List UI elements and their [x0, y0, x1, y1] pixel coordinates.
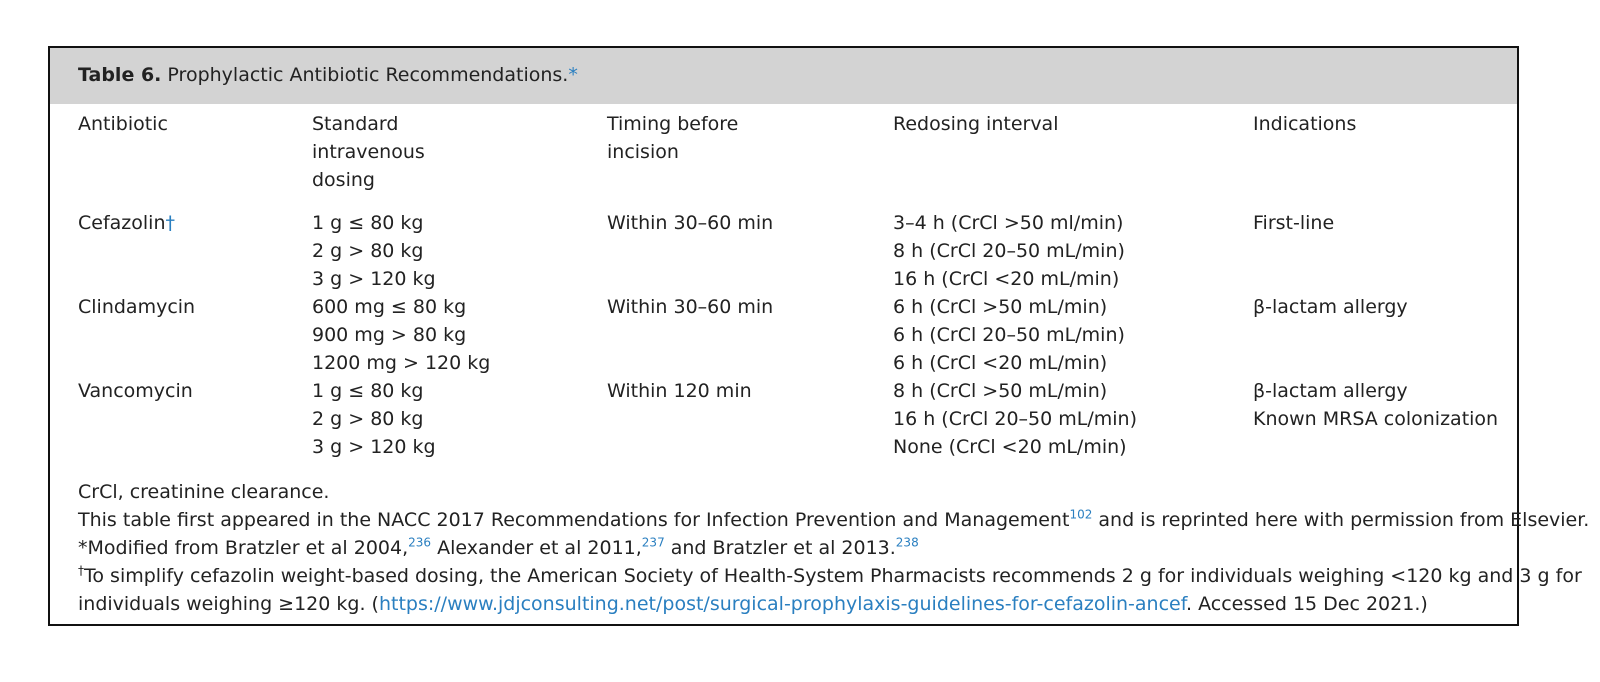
footnote-text: To simplify cefazolin weight-based dosing, the American Society of Health-System Pharmacists recommends 2 g for individuals weighing <120 kg and 3 g for [84, 565, 1582, 587]
footnote-cefazolin-cont [78, 590, 1508, 618]
footnote-reprint [78, 506, 1590, 534]
col-header-dosing [312, 110, 425, 194]
row-vancomycin-indications [1253, 377, 1498, 433]
col-header-line: Indications [1253, 113, 1357, 135]
reference-link[interactable]: 236 [408, 535, 432, 550]
dosing-line: 2 g > 80 kg [312, 408, 424, 430]
row-cefazolin-timing: Within 30–60 min [607, 212, 774, 234]
footnote-text: This table first appeared in the NACC 2017 Recommendations for Infection Prevention and Management [78, 509, 1070, 531]
dosing-line: 2 g > 80 kg [312, 240, 424, 262]
col-header-line: Redosing interval [893, 113, 1059, 135]
footnote-text: and Bratzler et al 2013. [664, 537, 896, 559]
footnote-marker: † [165, 212, 175, 234]
table-number: Table 6. [78, 64, 162, 86]
footnote-modified [78, 534, 1508, 562]
row-cefazolin-antibiotic [78, 209, 175, 237]
antibiotic-name: Vancomycin [78, 380, 193, 402]
dosing-line: 3 g > 120 kg [312, 268, 436, 290]
indication-line: Known MRSA colonization [1253, 408, 1499, 430]
footnote-text: individuals weighing ≥120 kg. ( [78, 593, 379, 615]
reference-link[interactable]: 238 [895, 535, 919, 550]
footnote-text: Alexander et al 2011, [431, 537, 642, 559]
table-caption: Prophylactic Antibiotic Recommendations. [161, 64, 569, 86]
col-header-line: Standard [312, 113, 399, 135]
row-vancomycin-antibiotic [78, 377, 193, 405]
dosing-line: 1 g ≤ 80 kg [312, 212, 424, 234]
redosing-line: None (CrCl <20 mL/min) [893, 436, 1127, 458]
dosing-line: 1200 mg > 120 kg [312, 352, 491, 374]
indication-line: β-lactam allergy [1253, 296, 1408, 318]
row-vancomycin-dosing [312, 377, 436, 461]
redosing-line: 16 h (CrCl 20–50 mL/min) [893, 408, 1138, 430]
col-header-redosing [893, 110, 1058, 138]
col-header-line: incision [607, 141, 679, 163]
col-header-line: dosing [312, 169, 375, 191]
redosing-line: 8 h (CrCl 20–50 mL/min) [893, 240, 1125, 262]
redosing-line: 16 h (CrCl <20 mL/min) [893, 268, 1120, 290]
col-header-line: Timing before [607, 113, 739, 135]
reference-link[interactable]: 237 [641, 535, 665, 550]
row-clindamycin-dosing [312, 293, 490, 377]
redosing-line: 6 h (CrCl >50 mL/min) [893, 296, 1108, 318]
dosing-line: 600 mg ≤ 80 kg [312, 296, 467, 318]
table-title-footnote-marker: * [568, 64, 578, 86]
col-header-line: Antibiotic [78, 113, 168, 135]
indication-line: β-lactam allergy [1253, 380, 1408, 402]
row-cefazolin-redosing [893, 209, 1125, 293]
footnote-text: *Modified from Bratzler et al 2004, [78, 537, 409, 559]
row-clindamycin-antibiotic [78, 293, 195, 321]
footnote-text: . Accessed 15 Dec 2021.) [1186, 593, 1428, 615]
row-vancomycin-timing: Within 120 min [607, 380, 752, 402]
row-clindamycin-indications [1253, 293, 1408, 321]
row-vancomycin-redosing [893, 377, 1137, 461]
row-clindamycin-redosing [893, 293, 1125, 377]
col-header-indications [1253, 110, 1356, 138]
external-link[interactable]: https://www.jdjconsulting.net/post/surgical-prophylaxis-guidelines-for-cefazolin-ancef [378, 593, 1187, 615]
antibiotic-name: Cefazolin [78, 212, 166, 234]
redosing-line: 6 h (CrCl 20–50 mL/min) [893, 324, 1125, 346]
row-clindamycin-timing: Within 30–60 min [607, 296, 774, 318]
footnote-text: and is reprinted here with permission from Elsevier. [1092, 509, 1590, 531]
row-cefazolin-indications [1253, 209, 1334, 237]
reference-link[interactable]: 102 [1069, 507, 1093, 522]
table-header-band [50, 48, 1517, 104]
dosing-line: 3 g > 120 kg [312, 436, 436, 458]
dagger-marker: † [78, 563, 84, 578]
indication-line: First-line [1253, 212, 1335, 234]
table-title [78, 64, 578, 86]
redosing-line: 8 h (CrCl >50 mL/min) [893, 380, 1108, 402]
redosing-line: 6 h (CrCl <20 mL/min) [893, 352, 1108, 374]
table-frame [48, 46, 1590, 626]
antibiotic-name: Clindamycin [78, 296, 196, 318]
table-footnotes [78, 478, 1590, 618]
col-header-line: intravenous [312, 141, 425, 163]
col-header-timing [607, 110, 738, 166]
dosing-line: 900 mg > 80 kg [312, 324, 467, 346]
redosing-line: 3–4 h (CrCl >50 ml/min) [893, 212, 1124, 234]
dosing-line: 1 g ≤ 80 kg [312, 380, 424, 402]
row-cefazolin-dosing [312, 209, 436, 293]
footnote-abbreviation: CrCl, creatinine clearance. [78, 481, 330, 503]
footnote-cefazolin [78, 562, 1582, 590]
col-header-antibiotic [78, 110, 168, 138]
